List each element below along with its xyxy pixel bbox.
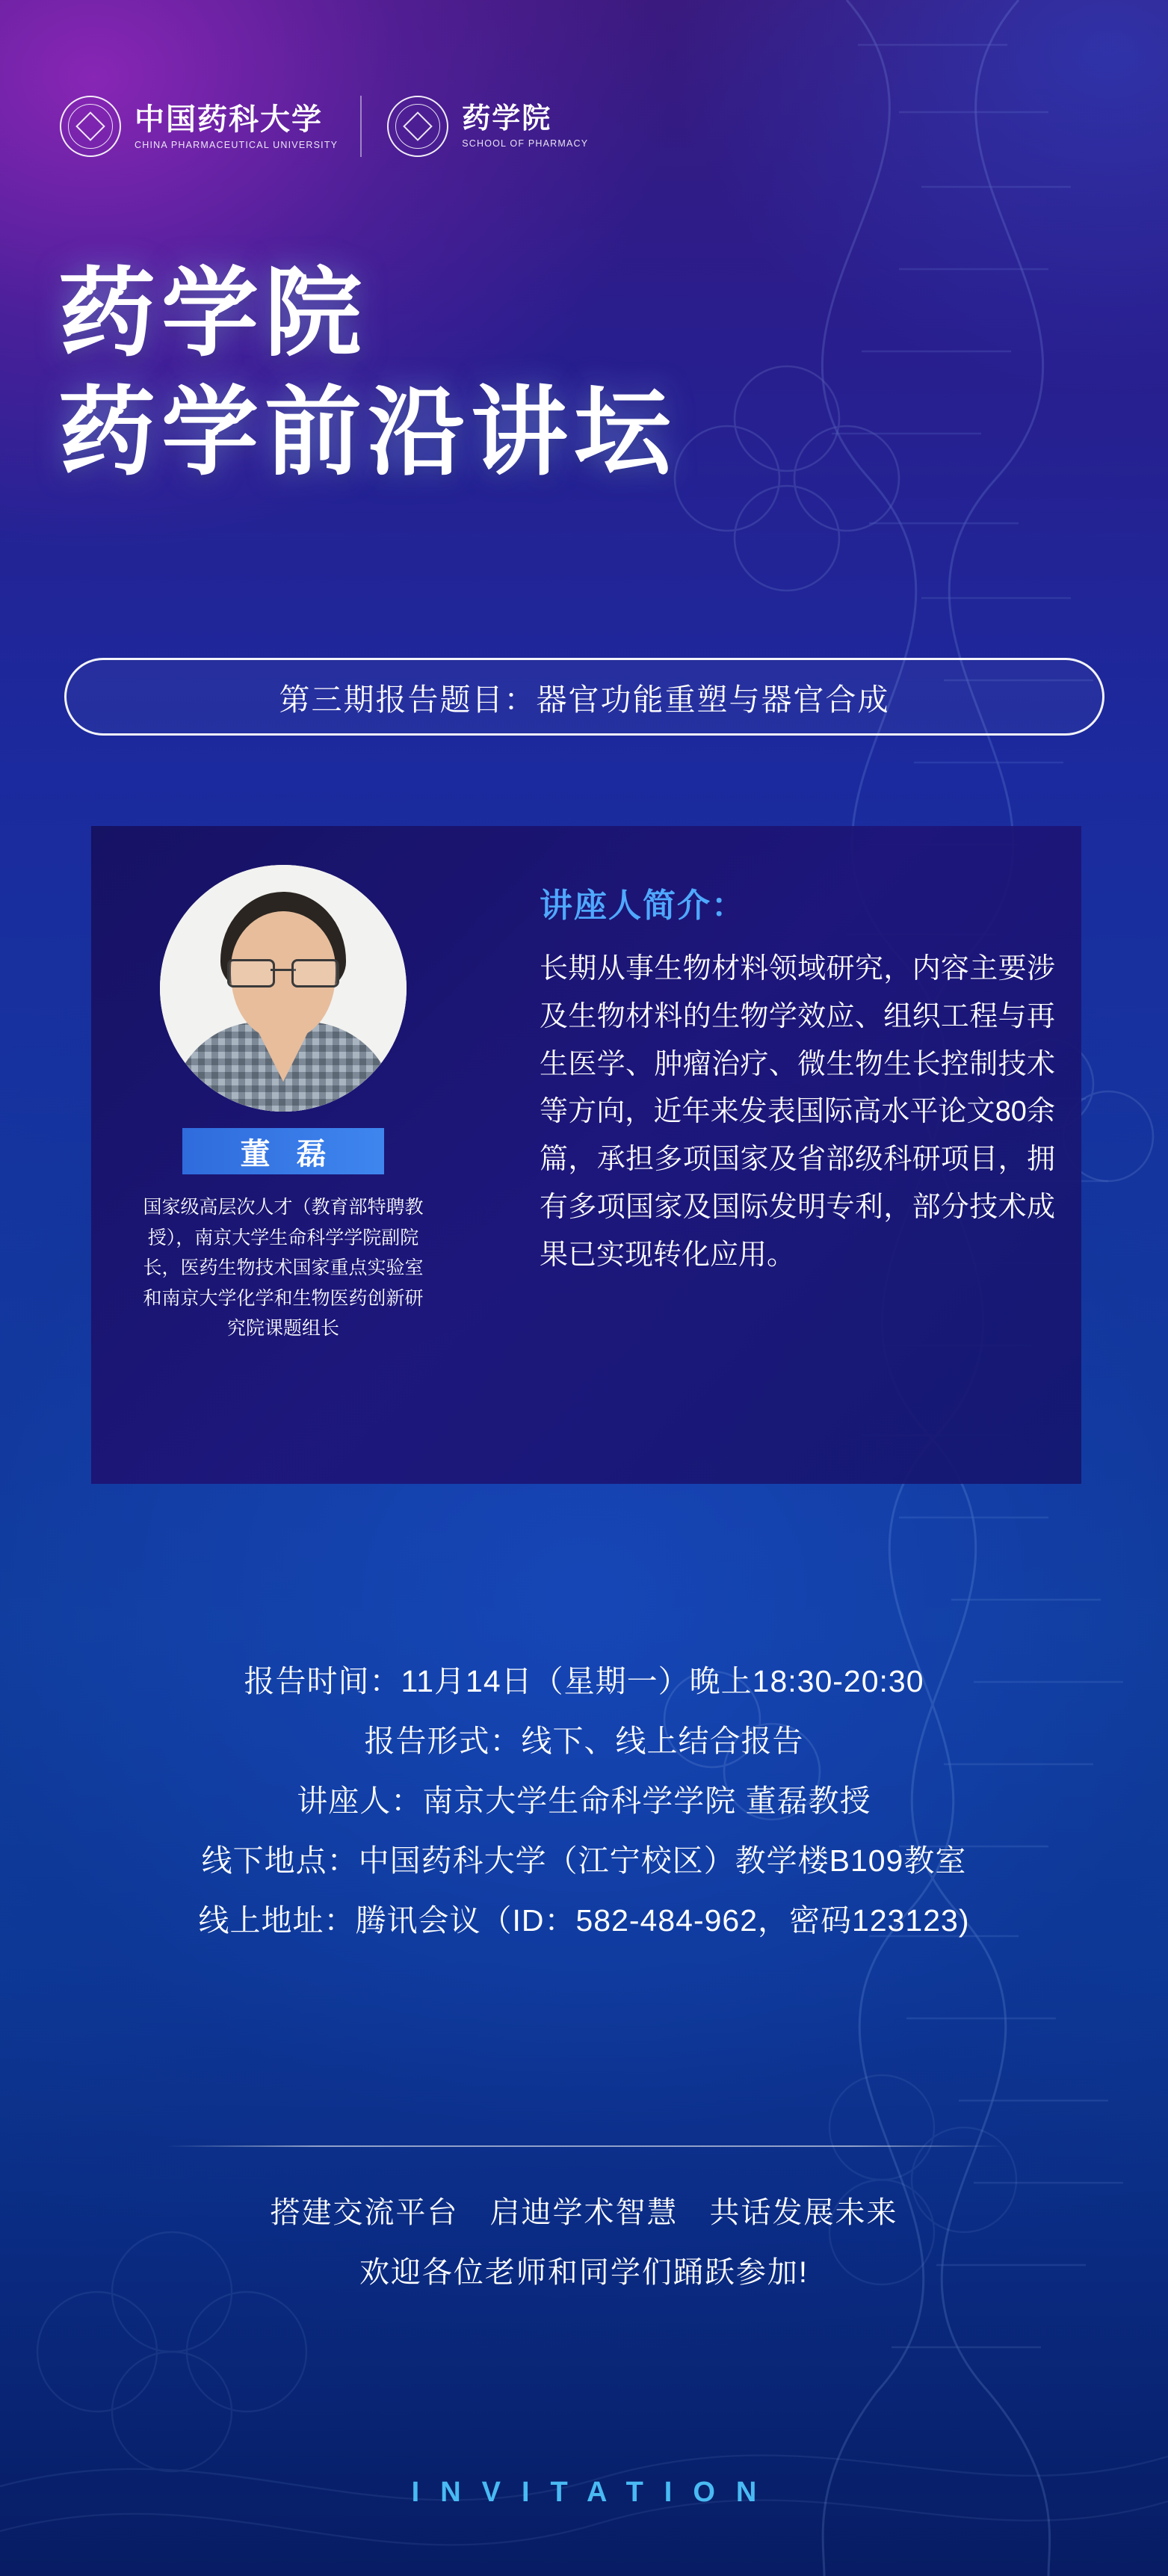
- avatar: [160, 865, 407, 1112]
- speaker-bio-text: 长期从事生物材料领域研究，内容主要涉及生物材料的生物学效应、组织工程与再生医学、肿瘤治疗、微生物生长控制技术等方向，近年来发表国际高水平论文80余篇，承担多项国家及省部级科研项目，拥有多项国家及国际发明专利，部分技术成果已实现转化应用。: [540, 953, 1055, 1271]
- info-line-time: 报告时间：11月14日（星期一）晚上18:30-20:30: [244, 1664, 924, 1698]
- speaker-affiliation: 国家级高层次人才（教育部特聘教授），南京大学生命科学学院副院长，医药生物技术国家重点实验室和南京大学化学和生物医药创新研究院课题组长: [143, 1197, 424, 1339]
- logo-secondary-en: SCHOOL OF PHARMACY: [462, 138, 589, 150]
- title-line-2: 药学前沿讲坛: [58, 377, 678, 487]
- logo-school-of-pharmacy: [360, 96, 611, 157]
- logo-china-pharmaceutical-university: [60, 96, 360, 157]
- slogan-block: [0, 2183, 1168, 2302]
- logo-primary-cn: 中国药科大学: [135, 102, 323, 136]
- glasses-icon: [227, 959, 339, 985]
- invitation-footer: INVITATION: [411, 2477, 778, 2508]
- speaker-name: 董 磊: [182, 1128, 384, 1174]
- speaker-card: [91, 826, 1081, 1484]
- info-line-format: 报告形式：线下、线上结合报告: [364, 1723, 804, 1758]
- university-seal-icon: [60, 96, 121, 157]
- section-divider: [166, 2145, 1003, 2147]
- slogan-line-2: 欢迎各位老师和同学们踊跃参加!: [359, 2256, 809, 2289]
- logo-secondary-cn: 药学院: [462, 102, 552, 135]
- school-seal-icon: [387, 96, 448, 157]
- slogan-line-1: 搭建交流平台 启迪学术智慧 共话发展未来: [270, 2196, 898, 2229]
- page-title: [58, 254, 940, 491]
- header-logos: [60, 96, 611, 157]
- event-info-list: [0, 1652, 1168, 1951]
- speaker-profile: [123, 865, 444, 1344]
- info-line-online-venue: 线上地址：腾讯会议（ID：582-484-962，密码123123): [198, 1902, 970, 1938]
- logo-primary-en: CHINA PHARMACEUTICAL UNIVERSITY: [135, 139, 339, 150]
- speaker-bio-heading: 讲座人简介：: [540, 887, 746, 924]
- title-line-1: 药学院: [58, 259, 368, 368]
- info-line-offline-venue: 线下地点：中国药科大学（江宁校区）教学楼B109教室: [201, 1843, 967, 1878]
- speaker-bio-block: [540, 878, 1055, 1280]
- info-line-speaker: 讲座人：南京大学生命科学学院 董磊教授: [297, 1783, 871, 1818]
- lecture-topic-banner: 第三期报告题目：器官功能重塑与器官合成: [64, 658, 1104, 736]
